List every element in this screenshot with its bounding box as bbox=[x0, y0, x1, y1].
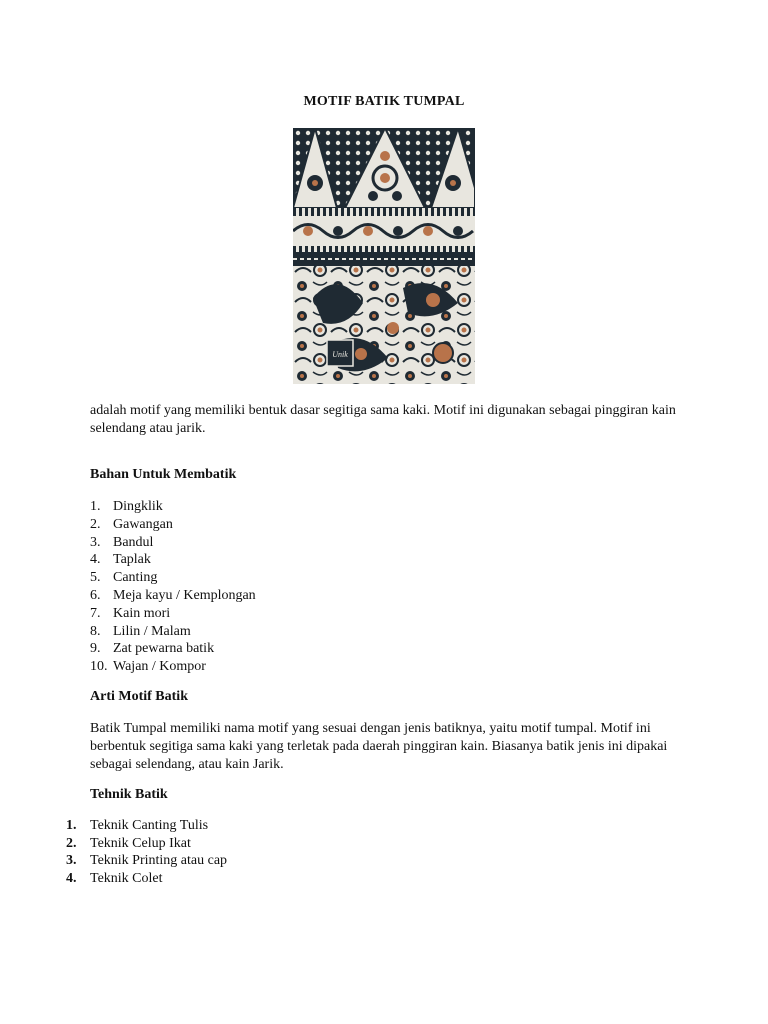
list-item: 7. Kain mori bbox=[90, 605, 171, 621]
list-item: 3. Bandul bbox=[90, 534, 154, 550]
bahan-list bbox=[90, 498, 256, 676]
list-item: 4. Teknik Colet bbox=[66, 870, 163, 886]
list-item: 9. Zat pewarna batik bbox=[90, 641, 215, 657]
batik-logo-text: Unik bbox=[332, 350, 348, 359]
list-item: 2. Gawangan bbox=[90, 516, 173, 532]
list-item: 1. Teknik Canting Tulis bbox=[66, 818, 209, 833]
section-heading-bahan: Bahan Untuk Membatik bbox=[90, 467, 237, 482]
list-item: 4. Taplak bbox=[90, 552, 151, 568]
document-title: MOTIF BATIK TUMPAL bbox=[303, 94, 465, 109]
section-heading-tehnik: Tehnik Batik bbox=[90, 787, 168, 802]
list-item: 3. Teknik Printing atau cap bbox=[66, 853, 228, 869]
list-item: 2. Teknik Celup Ikat bbox=[66, 835, 191, 851]
list-item: 6. Meja kayu / Kemplongan bbox=[90, 587, 256, 603]
batik-tumpal-photo bbox=[293, 128, 475, 384]
list-item: 10. Wajan / Kompor bbox=[90, 659, 206, 675]
intro-paragraph: adalah motif yang memiliki bentuk dasar segitiga sama kaki. Motif ini digunakan sebagai pinggiran kain selendang atau jarik. bbox=[90, 403, 676, 436]
section-heading-arti: Arti Motif Batik bbox=[90, 689, 188, 704]
list-item: 5. Canting bbox=[90, 570, 158, 586]
tehnik-list bbox=[66, 817, 227, 887]
list-item: 8. Lilin / Malam bbox=[90, 623, 191, 639]
list-item: 1. Dingklik bbox=[90, 499, 163, 514]
arti-paragraph: Batik Tumpal memiliki nama motif yang sesuai dengan jenis batiknya, yaitu motif tumpal. Motif ini berbentuk segitiga sama kaki yang terletak pada daerah pinggiran kain. Biasanya batik jenis ini dipakai sebagai selendang, atau kain Jarik. bbox=[90, 721, 668, 772]
